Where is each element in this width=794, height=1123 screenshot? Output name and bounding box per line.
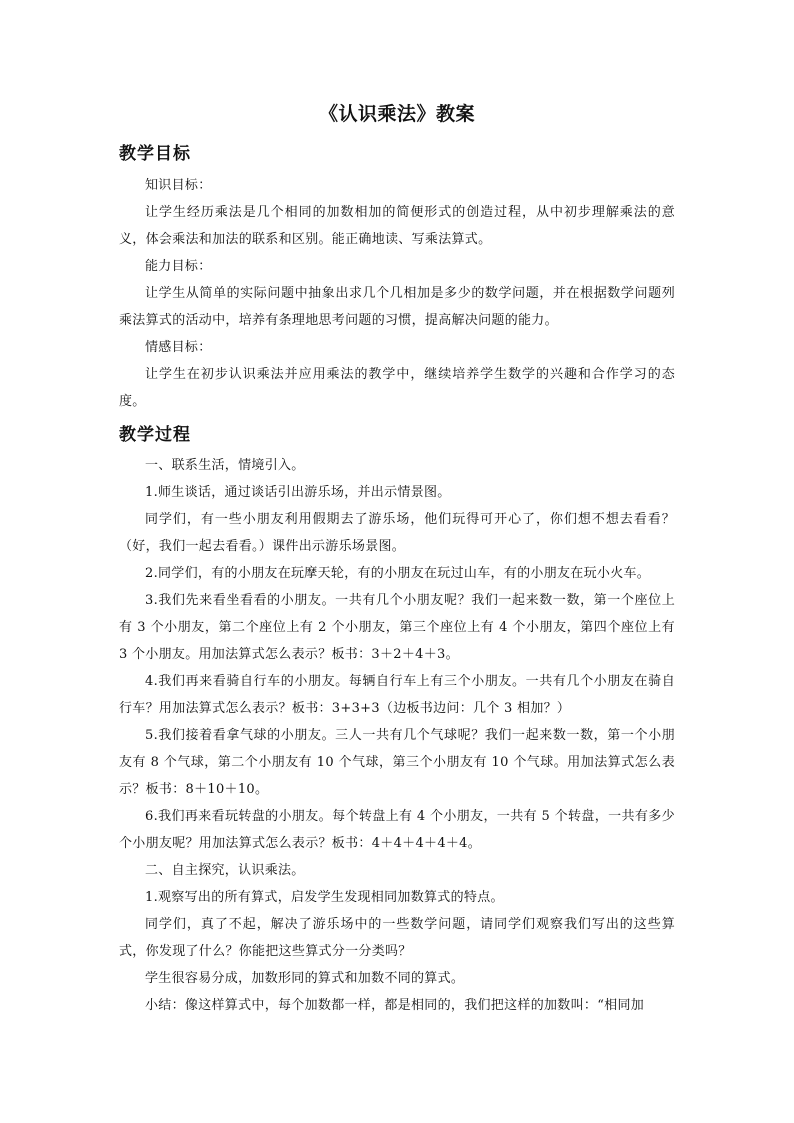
paragraph: 让学生经历乘法是几个相同的加数相加的简便形式的创造过程，从中初步理解乘法的意义，体会乘法和加法的联系和区别。能正确地读、写乘法算式。	[119, 205, 675, 247]
paragraph: 1.师生谈话，通过谈话引出游乐场，并出示情景图。	[145, 485, 451, 500]
paragraph: 让学生从简单的实际问题中抽象出求几个几相加是多少的数学问题，并在根据数学问题列乘法算式的活动中，培养有条理地思考问题的习惯，提高解决问题的能力。	[119, 286, 675, 328]
paragraph: 4.我们再来看骑自行车的小朋友。每辆自行车上有三个小朋友。一共有几个小朋友在骑自行车？用加法算式怎么表示？板书：3+3+3（边板书边问：几个 3 相加？）	[119, 674, 675, 716]
document-title: 《认识乘法》教案	[318, 103, 475, 125]
section-body-teaching-goals	[119, 172, 675, 415]
paragraph: 学生很容易分成，加数形同的算式和加数不同的算式。	[145, 971, 465, 986]
paragraph: 情感目标：	[145, 340, 212, 355]
paragraph: 同学们，真了不起，解决了游乐场中的一些数学问题，请同学们观察我们写出的这些算式，你发现了什么？你能把这些算式分一分类吗？	[119, 917, 675, 959]
paragraph: 知识目标：	[145, 178, 212, 193]
section-heading-teaching-process: 教学过程	[119, 425, 191, 445]
paragraph: 同学们，有一些小朋友利用假期去了游乐场，他们玩得可开心了，你们想不想去看看？（好，我们一起去看看。）课件出示游乐场景图。	[119, 512, 675, 554]
paragraph: 能力目标：	[145, 259, 212, 274]
paragraph: 3.我们先来看坐看看的小朋友。一共有几个小朋友呢？我们一起来数一数，第一个座位上有 3 个小朋友，第二个座位上有 2 个小朋友，第三个座位上有 4 个小朋友，第四个座位上有 3 个小朋友。用加法算式怎么表示？板书：3＋2＋4＋3。	[119, 593, 675, 662]
section-body-teaching-process	[119, 452, 675, 1019]
paragraph: 一、联系生活，情境引入。	[145, 458, 305, 473]
paragraph: 小结：像这样算式中，每个加数都一样，都是相同的，我们把这样的加数叫：“相同加	[145, 998, 645, 1013]
paragraph: 二、自主探究，认识乘法。	[145, 863, 305, 878]
paragraph: 2.同学们，有的小朋友在玩摩天轮，有的小朋友在玩过山车，有的小朋友在玩小火车。	[145, 566, 651, 581]
paragraph: 让学生在初步认识乘法并应用乘法的教学中，继续培养学生数学的兴趣和合作学习的态度。	[119, 367, 675, 409]
paragraph: 1.观察写出的所有算式，启发学生发现相同加数算式的特点。	[145, 890, 504, 905]
section-heading-teaching-goals: 教学目标	[119, 144, 191, 164]
paragraph: 6.我们再来看玩转盘的小朋友。每个转盘上有 4 个小朋友，一共有 5 个转盘，一共有多少个小朋友呢？用加法算式怎么表示？板书：4＋4＋4＋4＋4。	[119, 809, 675, 851]
paragraph: 5.我们接着看拿气球的小朋友。三人一共有几个气球呢？我们一起来数一数，第一个小朋友有 8 个气球，第二个小朋友有 10 个气球，第三个小朋友有 10 个气球。用加法算式怎么表示？板书：8＋10＋10。	[119, 728, 675, 797]
